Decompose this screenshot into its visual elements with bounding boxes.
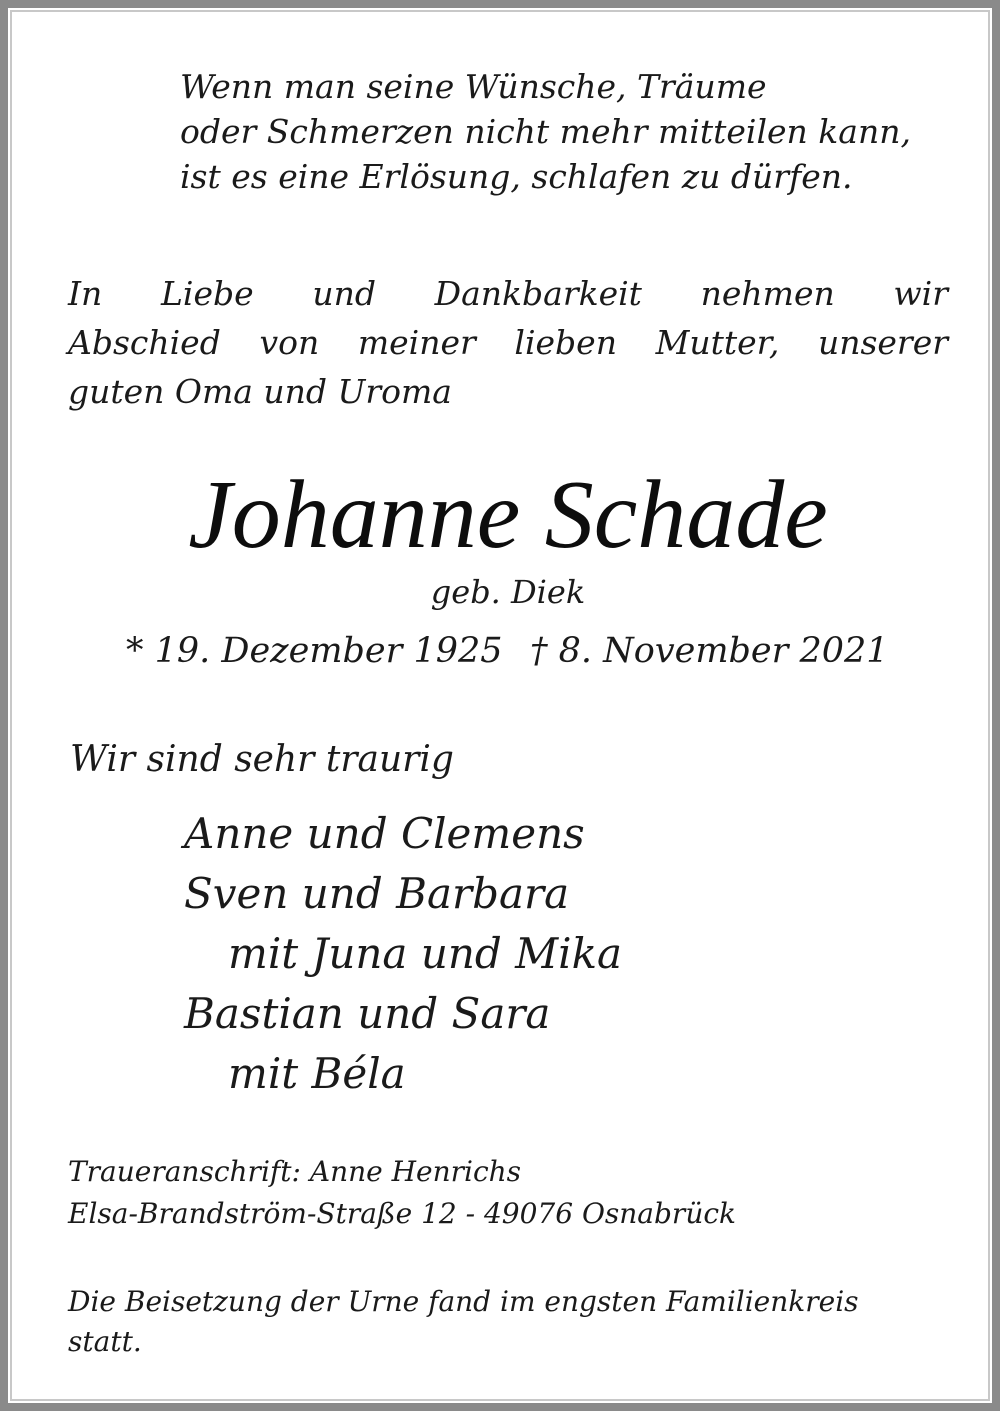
burial-note-line-2: statt. (68, 1325, 142, 1358)
motto-line-2: oder Schmerzen nicht mehr mitteilen kann, (180, 112, 911, 151)
family-line-3: mit Juna und Mika (228, 929, 623, 978)
family-line-4: Bastian und Sara (184, 989, 551, 1038)
address-line-2: Elsa-Brandström-Straße 12 - 49076 Osnabrück (68, 1197, 736, 1230)
intro-line-3: guten Oma und Uroma (68, 372, 452, 411)
family-line-1: Anne und Clemens (184, 809, 585, 858)
intro-line-1: In Liebe und Dankbarkeit nehmen wir (68, 274, 948, 313)
intro-line-2: Abschied von meiner lieben Mutter, unserer (68, 323, 948, 362)
family-line-2: Sven und Barbara (184, 869, 570, 918)
family-line-5: mit Béla (228, 1049, 406, 1098)
maiden-name: geb. Diek (430, 573, 586, 611)
motto-line-1: Wenn man seine Wünsche, Träume (180, 67, 767, 106)
mourners-intro: Wir sind sehr traurig (70, 739, 454, 780)
address-line-1: Traueranschrift: Anne Henrichs (68, 1155, 522, 1188)
inner-border (10, 10, 990, 1401)
burial-note-line-1: Die Beisetzung der Urne fand im engsten Familienkreis (68, 1285, 859, 1318)
deceased-name: Johanne Schade (188, 461, 828, 569)
death-date: † 8. November 2021 (530, 631, 889, 671)
birth-date: * 19. Dezember 1925 (126, 631, 503, 671)
motto-line-3: ist es eine Erlösung, schlafen zu dürfen. (180, 157, 853, 196)
